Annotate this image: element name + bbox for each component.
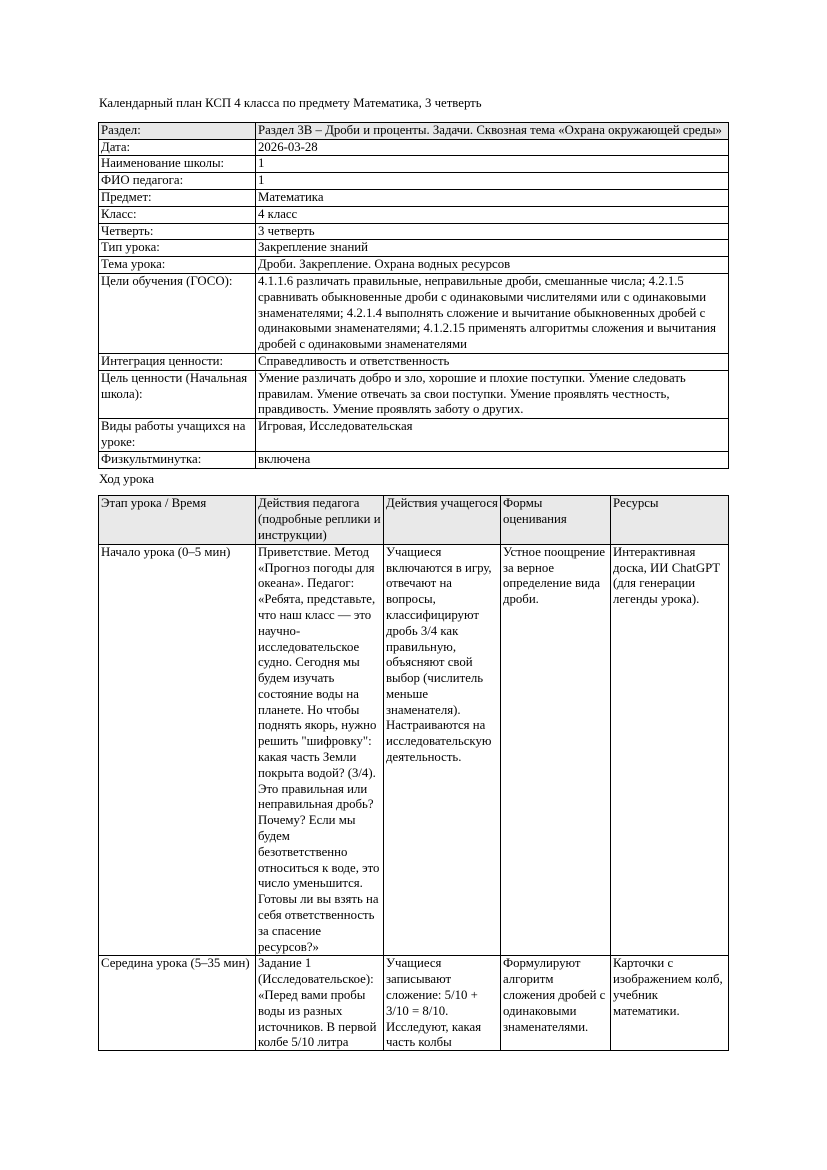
info-row-value: включена: [256, 451, 729, 468]
table-row: [99, 156, 729, 173]
table-row: [99, 122, 729, 139]
info-row-value: 3 четверть: [256, 223, 729, 240]
column-header-teacher-actions: Действия педагога (подробные реплики и инструкции): [256, 496, 384, 544]
table-row: [99, 206, 729, 223]
table-row: [99, 419, 729, 452]
info-row-label: Наименование школы:: [99, 156, 256, 173]
info-row-value: Дроби. Закрепление. Охрана водных ресурсов: [256, 257, 729, 274]
table-row: [99, 451, 729, 468]
info-row-value: Справедливость и ответственность: [256, 353, 729, 370]
info-row-label: Раздел:: [99, 122, 256, 139]
student-actions-cell: Учащиеся записывают сложение: 5/10 + 3/10 = 8/10. Исследуют, какая часть колбы: [384, 956, 501, 1051]
table-row: [99, 173, 729, 190]
info-row-value: 1: [256, 173, 729, 190]
stage-cell: Середина урока (5–35 мин): [99, 956, 256, 1051]
column-header-stage: Этап урока / Время: [99, 496, 256, 544]
table-row: [99, 956, 729, 1051]
info-row-label: ФИО педагога:: [99, 173, 256, 190]
table-row: [99, 223, 729, 240]
info-row-label: Цель ценности (Начальная школа):: [99, 370, 256, 418]
info-row-label: Виды работы учащихся на уроке:: [99, 419, 256, 452]
assessment-cell: Формулируют алгоритм сложения дробей с одинаковыми знаменателями.: [501, 956, 611, 1051]
student-actions-cell: Учащиеся включаются в игру, отвечают на вопросы, классифицируют дробь 3/4 как правильную, объясняют свой выбор (числитель меньше знаменателя). Настраиваются на исследовательскую деятельность.: [384, 544, 501, 956]
page-title: Календарный план КСП 4 класса по предмету Математика, 3 четверть: [99, 96, 482, 110]
document-content: [98, 96, 729, 1051]
lesson-flow-table: [98, 495, 729, 1051]
info-row-label: Четверть:: [99, 223, 256, 240]
column-header-resources: Ресурсы: [611, 496, 729, 544]
teacher-actions-cell: Задание 1 (Исследовательское): «Перед вами пробы воды из разных источников. В первой колбе 5/10 литра: [256, 956, 384, 1051]
info-row-label: Дата:: [99, 139, 256, 156]
info-row-value: Математика: [256, 189, 729, 206]
column-header-assessment: Формы оценивания: [501, 496, 611, 544]
assessment-cell: Устное поощрение за верное определение вида дроби.: [501, 544, 611, 956]
info-row-value: 4 класс: [256, 206, 729, 223]
column-header-student-actions: Действия учащегося: [384, 496, 501, 544]
info-row-value: 2026-03-28: [256, 139, 729, 156]
info-row-value: 4.1.1.6 различать правильные, неправильные дроби, смешанные числа; 4.2.1.5 сравнивать обыкновенные дроби с одинаковыми числителями или с одинаковыми знаменателями; 4.2.1.4 выполнять сложение и вычитание обыкновенных дробей с одинаковыми знаменателями; 4.1.2.15 применять алгоритмы сложения и вычитания дробей с одинаковыми знаменателями: [256, 273, 729, 353]
stage-cell: Начало урока (0–5 мин): [99, 544, 256, 956]
teacher-actions-cell: Приветствие. Метод «Прогноз погоды для океана». Педагог: «Ребята, представьте, что наш класс — это научно-исследовательское судно. Сегодня мы будем изучать состояние воды на планете. Но чтобы поднять якорь, нужно решить "шифровку": какая часть Земли покрыта водой? (3/4). Это правильная или неправильная дробь? Почему? Если мы будем безответственно относиться к воде, это число уменьшится. Готовы ли вы взять на себя ответственность за спасение ресурсов?»: [256, 544, 384, 956]
resources-cell: Карточки с изображением колб, учебник математики.: [611, 956, 729, 1051]
info-row-label: Интеграция ценности:: [99, 353, 256, 370]
info-row-value: 1: [256, 156, 729, 173]
lesson-info-table: [98, 122, 729, 469]
info-row-value: Закрепление знаний: [256, 240, 729, 257]
info-row-label: Класс:: [99, 206, 256, 223]
section-heading: Ход урока: [99, 471, 155, 486]
resources-cell: Интерактивная доска, ИИ ChatGPT (для генерации легенды урока).: [611, 544, 729, 956]
table-row: [99, 273, 729, 353]
table-row: [99, 189, 729, 206]
info-row-value: Игровая, Исследовательская: [256, 419, 729, 452]
info-row-label: Тема урока:: [99, 257, 256, 274]
table-row: [99, 544, 729, 956]
table-row: [99, 370, 729, 418]
header-row: [99, 496, 729, 544]
table-row: [99, 257, 729, 274]
info-row-label: Цели обучения (ГОСО):: [99, 273, 256, 353]
table-row: [99, 139, 729, 156]
info-row-label: Предмет:: [99, 189, 256, 206]
table-row: [99, 240, 729, 257]
info-row-value: Раздел 3В – Дроби и проценты. Задачи. Сквозная тема «Охрана окружающей среды»: [256, 122, 729, 139]
info-row-label: Физкультминутка:: [99, 451, 256, 468]
info-row-value: Умение различать добро и зло, хорошие и плохие поступки. Умение следовать правилам. Умение отвечать за свои поступки. Умение проявлять честность, правдивость. Умение проявлять заботу о других.: [256, 370, 729, 418]
table-row: [99, 353, 729, 370]
info-row-label: Тип урока:: [99, 240, 256, 257]
